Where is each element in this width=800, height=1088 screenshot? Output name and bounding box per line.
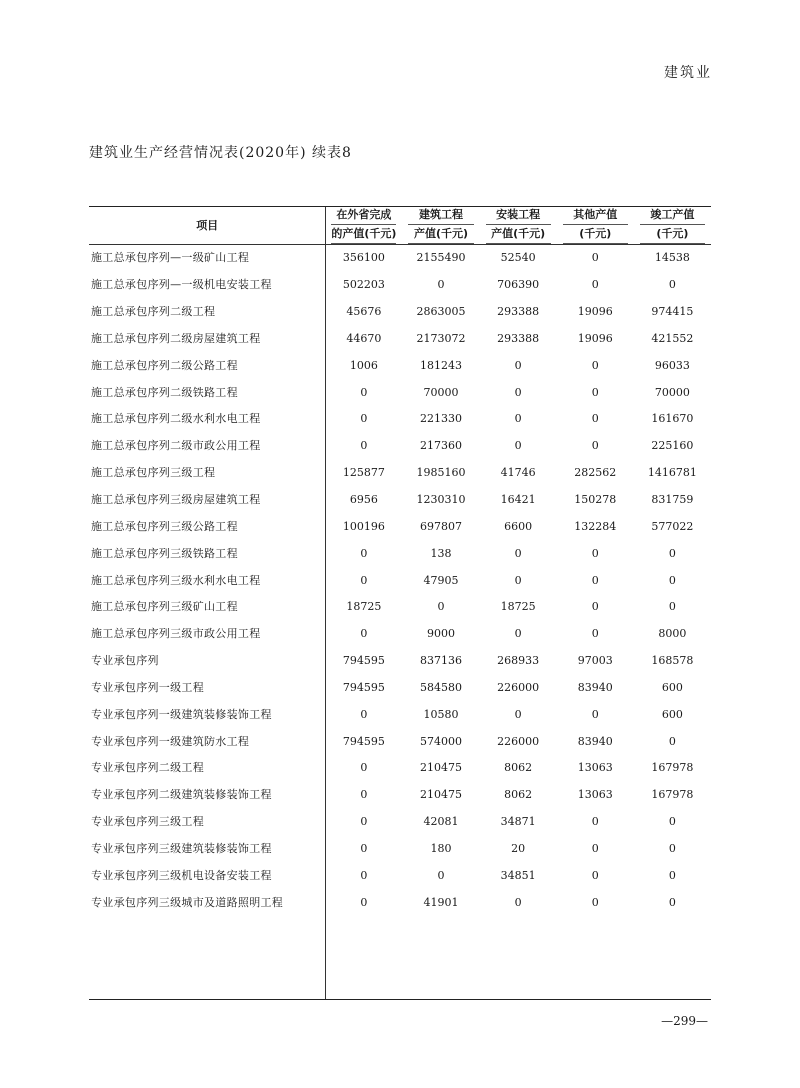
row-value: 0 xyxy=(591,627,599,641)
row-label: 专业承包序列一级工程 xyxy=(91,680,204,694)
row-value: 226000 xyxy=(497,680,540,694)
row-value: 0 xyxy=(360,841,368,855)
column-header-completed xyxy=(634,207,711,245)
row-value: 0 xyxy=(514,358,522,372)
data-table xyxy=(89,206,711,1000)
row-value: 0 xyxy=(668,868,676,882)
row-value: 584580 xyxy=(420,680,463,694)
row-value: 1006 xyxy=(349,358,378,372)
row-label: 施工总承包序列三级市政公用工程 xyxy=(91,627,261,641)
row-value: 150278 xyxy=(574,493,617,507)
row-value: 16421 xyxy=(500,493,536,507)
row-value: 0 xyxy=(668,573,676,587)
row-value: 45676 xyxy=(346,305,382,319)
row-value: 1230310 xyxy=(416,493,466,507)
table-row xyxy=(89,755,711,782)
table-row xyxy=(89,540,711,567)
table-title: 建筑业生产经营情况表(2020年) 续表8 xyxy=(89,145,352,161)
row-value: 2155490 xyxy=(416,251,466,265)
row-value: 6600 xyxy=(504,519,533,533)
row-value: 794595 xyxy=(342,654,385,668)
row-label: 施工总承包序列三级水利水电工程 xyxy=(91,573,261,587)
row-value: 706390 xyxy=(497,278,540,292)
row-value: 125877 xyxy=(342,466,385,480)
row-value: 0 xyxy=(360,439,368,453)
row-value: 837136 xyxy=(420,654,463,668)
row-value: 0 xyxy=(591,707,599,721)
column-header-line2: (千元) xyxy=(563,226,628,244)
table-row xyxy=(89,594,711,621)
row-label: 施工总承包序列二级工程 xyxy=(91,305,216,319)
row-value: 19096 xyxy=(577,305,613,319)
row-value: 1416781 xyxy=(647,466,697,480)
row-value: 0 xyxy=(514,385,522,399)
row-value: 0 xyxy=(591,412,599,426)
section-header: 建筑业 xyxy=(664,65,712,81)
table-row xyxy=(89,889,711,916)
row-value: 794595 xyxy=(342,680,385,694)
production-table xyxy=(89,207,711,916)
row-value: 44670 xyxy=(346,331,382,345)
column-header-line1: 竣工产值 xyxy=(640,207,705,225)
row-value: 83940 xyxy=(577,734,613,748)
row-value: 0 xyxy=(514,895,522,909)
row-value: 2173072 xyxy=(416,331,466,345)
row-label: 施工总承包序列三级铁路工程 xyxy=(91,546,238,560)
column-header-installation xyxy=(480,207,557,245)
row-value: 0 xyxy=(591,439,599,453)
table-row xyxy=(89,352,711,379)
row-value: 6956 xyxy=(349,493,378,507)
row-value: 8062 xyxy=(504,761,533,775)
table-row xyxy=(89,379,711,406)
row-value: 226000 xyxy=(497,734,540,748)
row-value: 0 xyxy=(360,815,368,829)
row-label: 专业承包序列三级工程 xyxy=(91,815,204,829)
row-value: 167978 xyxy=(651,761,694,775)
row-label: 施工总承包序列三级公路工程 xyxy=(91,519,238,533)
row-value: 18725 xyxy=(346,600,382,614)
row-value: 0 xyxy=(668,278,676,292)
row-value: 0 xyxy=(591,278,599,292)
row-value: 47905 xyxy=(423,573,459,587)
row-value: 0 xyxy=(360,761,368,775)
row-value: 180 xyxy=(430,841,452,855)
row-value: 19096 xyxy=(577,331,613,345)
row-value: 0 xyxy=(514,707,522,721)
column-divider xyxy=(325,207,326,999)
row-label: 施工总承包序列二级水利水电工程 xyxy=(91,412,261,426)
row-value: 0 xyxy=(591,600,599,614)
row-value: 0 xyxy=(514,412,522,426)
row-value: 0 xyxy=(360,707,368,721)
column-header-line2: 的产值(千元) xyxy=(331,226,396,244)
column-header-other xyxy=(557,207,634,245)
table-row xyxy=(89,836,711,863)
row-value: 9000 xyxy=(427,627,456,641)
row-value: 41746 xyxy=(500,466,536,480)
table-row xyxy=(89,728,711,755)
row-label: 施工总承包序列二级房屋建筑工程 xyxy=(91,331,261,345)
row-label: 专业承包序列三级建筑装修装饰工程 xyxy=(91,841,272,855)
row-value: 0 xyxy=(591,868,599,882)
row-value: 2863005 xyxy=(416,305,466,319)
row-value: 52540 xyxy=(500,251,536,265)
row-value: 217360 xyxy=(420,439,463,453)
row-value: 0 xyxy=(514,627,522,641)
row-value: 0 xyxy=(360,412,368,426)
row-value: 96033 xyxy=(654,358,690,372)
column-header-line2: 产值(千元) xyxy=(486,226,551,244)
row-value: 20 xyxy=(511,841,526,855)
row-value: 97003 xyxy=(577,654,613,668)
row-label: 专业承包序列三级机电设备安装工程 xyxy=(91,868,272,882)
column-header-line1: 安装工程 xyxy=(486,207,551,225)
row-value: 0 xyxy=(591,358,599,372)
row-label: 施工总承包序列三级矿山工程 xyxy=(91,600,238,614)
row-value: 18725 xyxy=(500,600,536,614)
row-value: 13063 xyxy=(577,761,613,775)
row-value: 293388 xyxy=(497,305,540,319)
row-value: 41901 xyxy=(423,895,459,909)
row-value: 0 xyxy=(591,573,599,587)
row-label: 施工总承包序列—一级机电安装工程 xyxy=(91,278,272,292)
row-value: 210475 xyxy=(420,761,463,775)
table-row xyxy=(89,245,711,272)
row-value: 574000 xyxy=(420,734,463,748)
row-value: 0 xyxy=(668,600,676,614)
row-value: 502203 xyxy=(342,278,385,292)
row-label: 专业承包序列一级建筑防水工程 xyxy=(91,734,250,748)
table-row xyxy=(89,648,711,675)
row-value: 161670 xyxy=(651,412,694,426)
row-value: 0 xyxy=(360,546,368,560)
row-value: 974415 xyxy=(651,305,694,319)
row-value: 0 xyxy=(360,788,368,802)
row-value: 421552 xyxy=(651,331,694,345)
table-header-row xyxy=(89,207,711,245)
row-value: 282562 xyxy=(574,466,617,480)
table-row xyxy=(89,433,711,460)
table-body xyxy=(89,245,711,917)
row-value: 167978 xyxy=(651,788,694,802)
row-value: 210475 xyxy=(420,788,463,802)
column-header-item xyxy=(89,207,325,245)
row-label: 施工总承包序列二级公路工程 xyxy=(91,358,238,372)
row-value: 0 xyxy=(591,895,599,909)
column-header-line1: 建筑工程 xyxy=(408,207,473,225)
row-value: 577022 xyxy=(651,519,694,533)
row-value: 181243 xyxy=(420,358,463,372)
table-row xyxy=(89,406,711,433)
row-value: 0 xyxy=(668,815,676,829)
row-value: 600 xyxy=(661,707,683,721)
row-value: 0 xyxy=(591,251,599,265)
row-value: 83940 xyxy=(577,680,613,694)
row-value: 0 xyxy=(591,385,599,399)
table-row xyxy=(89,782,711,809)
row-value: 10580 xyxy=(423,707,459,721)
table-row xyxy=(89,272,711,299)
row-value: 0 xyxy=(668,546,676,560)
column-header-label: 项目 xyxy=(196,218,219,232)
row-value: 0 xyxy=(437,868,445,882)
row-value: 0 xyxy=(437,278,445,292)
row-value: 0 xyxy=(360,895,368,909)
table-row xyxy=(89,701,711,728)
row-value: 697807 xyxy=(420,519,463,533)
row-value: 34851 xyxy=(500,868,536,882)
row-label: 专业承包序列 xyxy=(91,654,159,668)
row-label: 施工总承包序列—一级矿山工程 xyxy=(91,251,250,265)
row-value: 70000 xyxy=(423,385,459,399)
row-value: 0 xyxy=(668,734,676,748)
column-header-line2: (千元) xyxy=(640,226,705,244)
table-row xyxy=(89,487,711,514)
row-value: 0 xyxy=(514,573,522,587)
row-value: 70000 xyxy=(654,385,690,399)
page-number: —299— xyxy=(661,1014,708,1028)
row-label: 专业承包序列二级建筑装修装饰工程 xyxy=(91,788,272,802)
row-value: 225160 xyxy=(651,439,694,453)
column-header-outside-province xyxy=(325,207,402,245)
row-value: 0 xyxy=(514,546,522,560)
row-label: 施工总承包序列二级市政公用工程 xyxy=(91,439,261,453)
column-header-line1: 其他产值 xyxy=(563,207,628,225)
row-value: 221330 xyxy=(420,412,463,426)
table-row xyxy=(89,326,711,353)
row-value: 0 xyxy=(668,841,676,855)
row-label: 施工总承包序列三级工程 xyxy=(91,466,216,480)
row-label: 专业承包序列二级工程 xyxy=(91,761,204,775)
row-value: 14538 xyxy=(654,251,690,265)
row-label: 施工总承包序列二级铁路工程 xyxy=(91,385,238,399)
table-row xyxy=(89,621,711,648)
row-value: 0 xyxy=(668,895,676,909)
row-value: 132284 xyxy=(574,519,617,533)
table-row xyxy=(89,675,711,702)
table-row xyxy=(89,567,711,594)
row-value: 42081 xyxy=(423,815,459,829)
column-header-construction xyxy=(402,207,479,245)
row-value: 0 xyxy=(591,546,599,560)
row-value: 0 xyxy=(360,385,368,399)
row-label: 施工总承包序列三级房屋建筑工程 xyxy=(91,493,261,507)
row-value: 168578 xyxy=(651,654,694,668)
row-value: 0 xyxy=(591,815,599,829)
row-value: 8000 xyxy=(658,627,687,641)
row-value: 0 xyxy=(360,868,368,882)
table-row xyxy=(89,513,711,540)
row-value: 831759 xyxy=(651,493,694,507)
row-label: 专业承包序列三级城市及道路照明工程 xyxy=(91,895,284,909)
row-value: 100196 xyxy=(342,519,385,533)
row-value: 600 xyxy=(661,680,683,694)
row-value: 34871 xyxy=(500,815,536,829)
row-value: 0 xyxy=(514,439,522,453)
row-value: 356100 xyxy=(342,251,385,265)
row-value: 0 xyxy=(591,841,599,855)
table-row xyxy=(89,809,711,836)
row-value: 1985160 xyxy=(416,466,466,480)
column-header-line2: 产值(千元) xyxy=(408,226,473,244)
row-value: 0 xyxy=(360,627,368,641)
table-row xyxy=(89,460,711,487)
row-value: 138 xyxy=(430,546,452,560)
column-header-line1: 在外省完成 xyxy=(331,207,396,225)
table-row xyxy=(89,862,711,889)
row-value: 8062 xyxy=(504,788,533,802)
row-value: 794595 xyxy=(342,734,385,748)
row-value: 0 xyxy=(360,573,368,587)
table-row xyxy=(89,299,711,326)
row-value: 293388 xyxy=(497,331,540,345)
row-label: 专业承包序列一级建筑装修装饰工程 xyxy=(91,707,272,721)
row-value: 0 xyxy=(437,600,445,614)
row-value: 13063 xyxy=(577,788,613,802)
row-value: 268933 xyxy=(497,654,540,668)
